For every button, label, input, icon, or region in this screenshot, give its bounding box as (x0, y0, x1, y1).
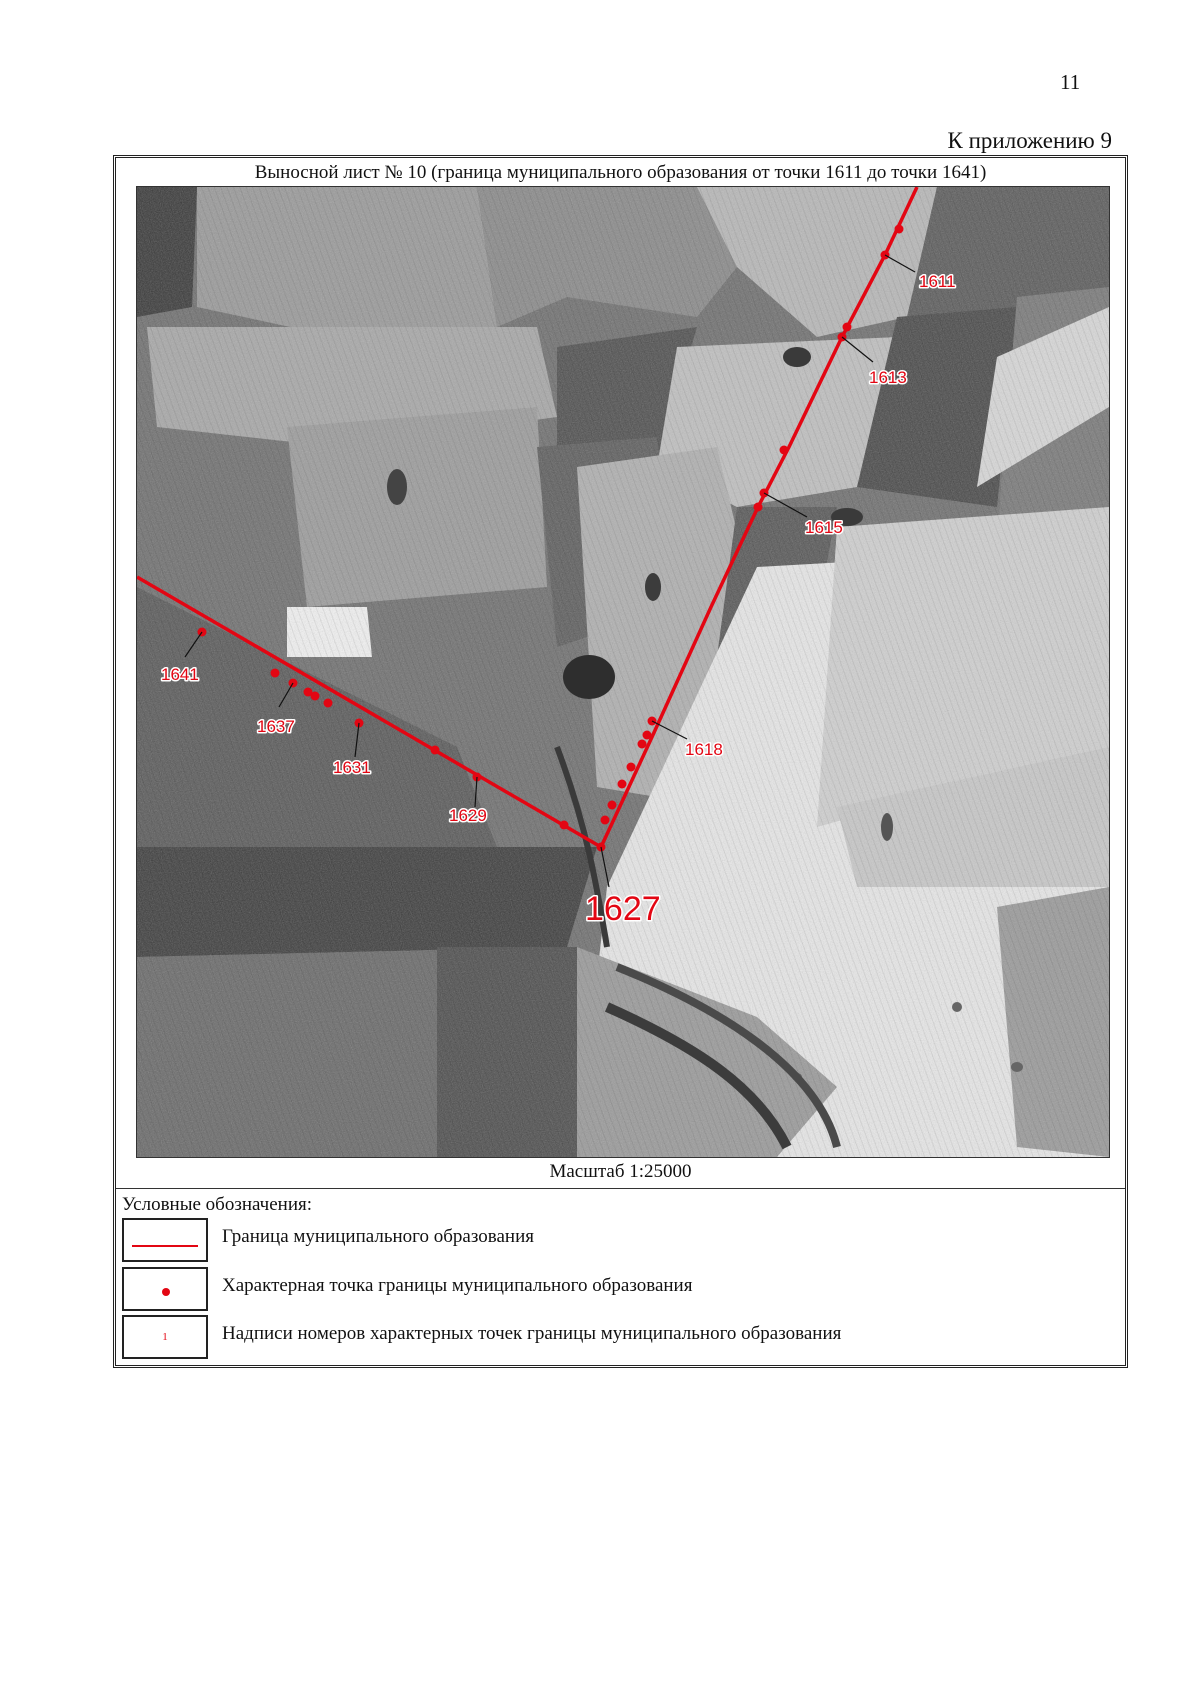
boundary-point (271, 669, 280, 678)
boundary-point (780, 446, 789, 455)
point-label-1641: 1641 (161, 665, 199, 684)
boundary-point (304, 688, 313, 697)
page-number: 11 (1060, 70, 1081, 94)
legend-item-boundary (122, 1218, 1112, 1264)
legend-symbol-box (122, 1267, 208, 1311)
point-label-1611: 1611 (919, 272, 956, 291)
boundary-point (601, 816, 610, 825)
map-canvas (137, 187, 1109, 1157)
legend-divider (116, 1188, 1125, 1189)
point-label-1637: 1637 (257, 717, 295, 736)
boundary-point (324, 699, 333, 708)
legend-symbol-box (122, 1315, 208, 1359)
boundary-point (643, 731, 652, 740)
point-label-1627: 1627 (585, 890, 661, 928)
boundary-point (754, 503, 763, 512)
boundary-line-symbol (132, 1245, 198, 1247)
point-label-1631: 1631 (333, 758, 371, 777)
sheet-frame (113, 155, 1128, 1368)
legend-item-point (122, 1267, 1112, 1313)
point-label-1629: 1629 (449, 806, 487, 825)
boundary-point (618, 780, 627, 789)
appendix-label: К приложению 9 (947, 128, 1112, 153)
legend-text: Граница муниципального образования (222, 1226, 534, 1247)
boundary-point (560, 821, 569, 830)
boundary-point (627, 763, 636, 772)
boundary-point (608, 801, 617, 810)
boundary-point (431, 746, 440, 755)
terrain (137, 187, 1109, 1157)
legend-symbol-box (122, 1218, 208, 1262)
aerial-map[interactable] (136, 186, 1110, 1158)
boundary-point (638, 740, 647, 749)
legend-item-label (122, 1315, 1112, 1361)
point-label-1615: 1615 (805, 518, 843, 537)
legend-text: Надписи номеров характерных точек границы муниципального образования (222, 1323, 842, 1344)
point-number-symbol: 1 (162, 1331, 168, 1343)
boundary-point (895, 225, 904, 234)
point-label-1618: 1618 (685, 740, 723, 759)
boundary-point (843, 323, 852, 332)
map-scale: Масштаб 1:25000 (549, 1161, 692, 1182)
map-title: Выносной лист № 10 (граница муниципального образования от точки 1611 до точки 1641) (254, 162, 987, 183)
legend-text: Характерная точка границы муниципального образования (222, 1275, 693, 1296)
boundary-point-symbol (162, 1288, 170, 1296)
legend-title: Условные обозначения: (122, 1194, 313, 1215)
point-label-1613: 1613 (869, 368, 907, 387)
